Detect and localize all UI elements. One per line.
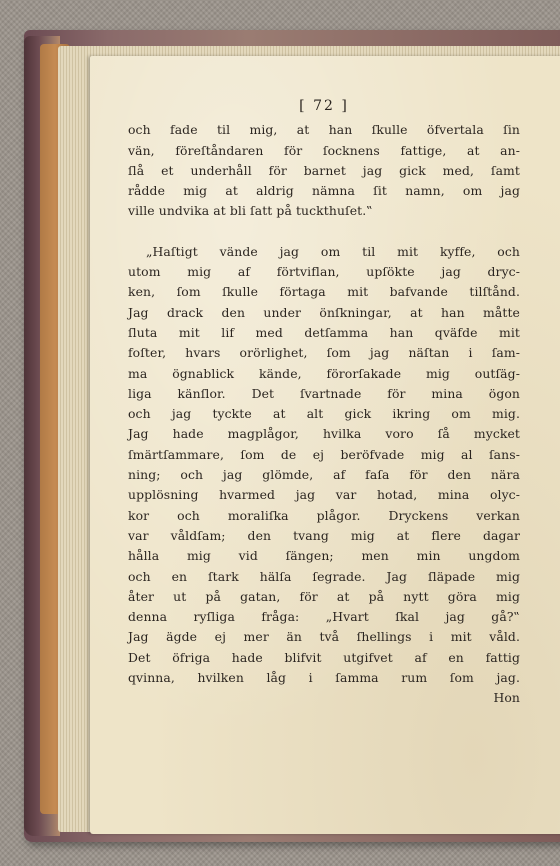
catchword: Hon — [493, 690, 520, 706]
text-line: ning; och jag glömde, af faſa för den nära — [128, 467, 520, 483]
text-line: ma ögnablick kände, förorſakade mig outſäg- — [128, 365, 520, 381]
text-line: och jag tyckte at alt gick ikring om mig. — [128, 406, 520, 422]
page-number: [ 72 ] — [299, 98, 349, 114]
paragraph-2 — [128, 242, 520, 689]
text-line: foſter, hvars orörlighet, ſom jag näſtan i ſam- — [128, 345, 520, 361]
text-line: vän, föreſtåndaren för ſocknens fattige, at an- — [128, 142, 520, 158]
text-line: rådde mig at aldrig nämna ſit namn, om jag — [128, 183, 520, 199]
text-line: liga känſlor. Det ſvartnade för mina ögon — [128, 385, 520, 401]
text-line: „Haſtigt vände jag om til mit kyffe, och — [146, 243, 520, 259]
text-line: ſluta mit lif med detſamma han qväfde mit — [128, 324, 520, 340]
text-line: ville undvika at bli ſatt på tuckthuſet.‟ — [128, 203, 373, 219]
text-line: Jag ägde ej mer än två ſhellings i mit våld. — [128, 629, 520, 645]
text-line: och en ſtark hälſa ſegrade. Jag ſläpade mig — [128, 568, 520, 584]
paragraph-1 — [128, 120, 520, 221]
text-line: var våldſam; den tvang mig at flere dagar — [128, 527, 520, 543]
paragraph-gap — [128, 222, 520, 242]
page-text — [128, 96, 520, 709]
text-line: qvinna, hvilken låg i ſamma rum ſom jag. — [128, 670, 520, 686]
text-line: ken, ſom ſkulle förtaga mit bafvande tilſtånd. — [128, 284, 520, 300]
text-line: Jag drack den under önſkningar, at han måtte — [128, 304, 520, 320]
text-line: och fade til mig, at han ſkulle öfvertala ſin — [128, 122, 520, 138]
text-line: Jag hade magplågor, hvilka voro ſå mycket — [128, 426, 520, 442]
text-line: ſlå et underhåll för barnet jag gick med, ſamt — [128, 162, 520, 178]
text-line: ſmärtſammare, ſom de ej beröfvade mig al ſans- — [128, 446, 520, 462]
text-line: utom mig af förtviflan, upſökte jag dryc- — [128, 264, 520, 280]
text-line: hålla mig vid ſängen; men min ungdom — [128, 548, 520, 564]
text-line: kor och moraliſka plågor. Dryckens verkan — [128, 507, 520, 523]
text-line: upplösning hvarmed jag var hotad, mina olyc- — [128, 487, 520, 503]
text-line: denna ryſliga fråga: „Hvart ſkal jag gå?‟ — [128, 609, 520, 625]
text-line: Det öfriga hade blifvit utgifvet af en fattig — [128, 649, 520, 665]
text-line: åter ut på gatan, för at på nytt göra mig — [128, 588, 520, 604]
